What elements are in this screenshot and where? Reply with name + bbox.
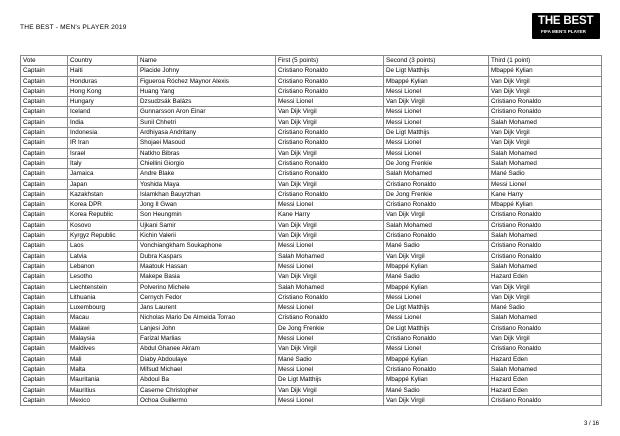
first-choice-cell: Messi Lionel bbox=[276, 364, 384, 374]
vote-cell: Captain bbox=[21, 138, 68, 148]
table-row bbox=[21, 272, 602, 282]
country-cell: Kosovo bbox=[68, 220, 138, 230]
table-row bbox=[21, 251, 602, 261]
first-choice-cell: Kane Harry bbox=[276, 210, 384, 220]
column-header-third-choice: Third (1 point) bbox=[489, 56, 602, 66]
name-cell: Figueroa Róchez Maynor Alexis bbox=[138, 76, 276, 86]
third-choice-cell: Salah Mohamed bbox=[489, 313, 602, 323]
country-cell: Italy bbox=[68, 158, 138, 168]
table-row bbox=[21, 375, 602, 385]
first-choice-cell: Salah Mohamed bbox=[276, 251, 384, 261]
column-header-first-choice: First (5 points) bbox=[276, 56, 384, 66]
column-header-country: Country bbox=[68, 56, 138, 66]
name-cell: Islamkhan Bauyrzhan bbox=[138, 189, 276, 199]
table-row bbox=[21, 107, 602, 117]
second-choice-cell: Cristiano Ronaldo bbox=[384, 334, 489, 344]
third-choice-cell: Salah Mohamed bbox=[489, 117, 602, 127]
table-row bbox=[21, 210, 602, 220]
vote-cell: Captain bbox=[21, 282, 68, 292]
third-choice-cell: Van Dijk Virgil bbox=[489, 128, 602, 138]
table-row bbox=[21, 158, 602, 168]
first-choice-cell: Van Dijk Virgil bbox=[276, 220, 384, 230]
country-cell: Hungary bbox=[68, 97, 138, 107]
vote-cell: Captain bbox=[21, 395, 68, 405]
country-cell: Liechtenstein bbox=[68, 282, 138, 292]
third-choice-cell: Van Dijk Virgil bbox=[489, 86, 602, 96]
first-choice-cell: Messi Lionel bbox=[276, 395, 384, 405]
first-choice-cell: Cristiano Ronaldo bbox=[276, 128, 384, 138]
second-choice-cell: De Jong Frenkie bbox=[384, 158, 489, 168]
second-choice-cell: Van Dijk Virgil bbox=[384, 395, 489, 405]
first-choice-cell: Messi Lionel bbox=[276, 241, 384, 251]
country-cell: India bbox=[68, 117, 138, 127]
country-cell: Korea Republic bbox=[68, 210, 138, 220]
country-cell: Kyrgyz Republic bbox=[68, 231, 138, 241]
name-cell: Kichin Valerii bbox=[138, 231, 276, 241]
country-cell: Luxembourg bbox=[68, 303, 138, 313]
header-row bbox=[21, 56, 602, 66]
first-choice-cell: Van Dijk Virgil bbox=[276, 231, 384, 241]
name-cell: Sunil Chhetri bbox=[138, 117, 276, 127]
vote-cell: Captain bbox=[21, 200, 68, 210]
name-cell: Jans Laurent bbox=[138, 303, 276, 313]
column-header-vote: Vote bbox=[21, 56, 68, 66]
first-choice-cell: Messi Lionel bbox=[276, 200, 384, 210]
column-header-second-choice: Second (3 points) bbox=[384, 56, 489, 66]
second-choice-cell: Cristiano Ronaldo bbox=[384, 179, 489, 189]
vote-cell: Captain bbox=[21, 375, 68, 385]
vote-cell: Captain bbox=[21, 189, 68, 199]
vote-cell: Captain bbox=[21, 385, 68, 395]
name-cell: Ardhiyasa Andritany bbox=[138, 128, 276, 138]
name-cell: Ochoa Guillermo bbox=[138, 395, 276, 405]
table-row bbox=[21, 179, 602, 189]
country-cell: Kazakhstan bbox=[68, 189, 138, 199]
the-best-logo bbox=[532, 13, 600, 39]
name-cell: Maatouk Hassan bbox=[138, 261, 276, 271]
name-cell: Jong Il Gwan bbox=[138, 200, 276, 210]
first-choice-cell: Salah Mohamed bbox=[276, 282, 384, 292]
second-choice-cell: Cristiano Ronaldo bbox=[384, 231, 489, 241]
name-cell: Ujkani Samir bbox=[138, 220, 276, 230]
name-cell: Polverino Michele bbox=[138, 282, 276, 292]
second-choice-cell: Van Dijk Virgil bbox=[384, 97, 489, 107]
first-choice-cell: Messi Lionel bbox=[276, 303, 384, 313]
name-cell: Caserne Christopher bbox=[138, 385, 276, 395]
third-choice-cell: Kane Harry bbox=[489, 189, 602, 199]
name-cell: Nicholas Mario De Almeida Torrao bbox=[138, 313, 276, 323]
first-choice-cell: Mané Sadio bbox=[276, 354, 384, 364]
name-cell: Abdul Ghanee Akram bbox=[138, 344, 276, 354]
country-cell: Lesotho bbox=[68, 272, 138, 282]
second-choice-cell: Salah Mohamed bbox=[384, 220, 489, 230]
country-cell: Mexico bbox=[68, 395, 138, 405]
first-choice-cell: Van Dijk Virgil bbox=[276, 117, 384, 127]
country-cell: Mauritania bbox=[68, 375, 138, 385]
second-choice-cell: Messi Lionel bbox=[384, 313, 489, 323]
vote-cell: Captain bbox=[21, 76, 68, 86]
logo-sub-text: FIFA MEN'S PLAYER bbox=[541, 29, 586, 34]
second-choice-cell: Cristiano Ronaldo bbox=[384, 364, 489, 374]
table-row bbox=[21, 354, 602, 364]
column-header-name: Name bbox=[138, 56, 276, 66]
second-choice-cell: Mbappé Kylian bbox=[384, 261, 489, 271]
table-row bbox=[21, 385, 602, 395]
name-cell: Shojaei Masoud bbox=[138, 138, 276, 148]
second-choice-cell: Messi Lionel bbox=[384, 86, 489, 96]
vote-cell: Captain bbox=[21, 251, 68, 261]
second-choice-cell: De Jong Frenkie bbox=[384, 189, 489, 199]
vote-cell: Captain bbox=[21, 117, 68, 127]
third-choice-cell: Cristiano Ronaldo bbox=[489, 344, 602, 354]
table-row bbox=[21, 220, 602, 230]
second-choice-cell: Mané Sadio bbox=[384, 385, 489, 395]
table-row bbox=[21, 241, 602, 251]
third-choice-cell: Mané Sadio bbox=[489, 169, 602, 179]
country-cell: Mauritius bbox=[68, 385, 138, 395]
table-row bbox=[21, 261, 602, 271]
first-choice-cell: Van Dijk Virgil bbox=[276, 272, 384, 282]
country-cell: Hong Kong bbox=[68, 86, 138, 96]
second-choice-cell: De Ligt Matthijs bbox=[384, 303, 489, 313]
vote-cell: Captain bbox=[21, 334, 68, 344]
name-cell: Yoshida Maya bbox=[138, 179, 276, 189]
third-choice-cell: Salah Mohamed bbox=[489, 261, 602, 271]
table-row bbox=[21, 117, 602, 127]
table-row bbox=[21, 292, 602, 302]
vote-cell: Captain bbox=[21, 323, 68, 333]
table-row bbox=[21, 148, 602, 158]
table-row bbox=[21, 86, 602, 96]
third-choice-cell: Cristiano Ronaldo bbox=[489, 241, 602, 251]
third-choice-cell: Mbappé Kylian bbox=[489, 200, 602, 210]
third-choice-cell: Van Dijk Virgil bbox=[489, 282, 602, 292]
document-title: THE BEST - MEN's PLAYER 2019 bbox=[20, 24, 127, 31]
third-choice-cell: Cristiano Ronaldo bbox=[489, 107, 602, 117]
table-row bbox=[21, 189, 602, 199]
third-choice-cell: Salah Mohamed bbox=[489, 148, 602, 158]
first-choice-cell: Messi Lionel bbox=[276, 334, 384, 344]
table-row bbox=[21, 313, 602, 323]
second-choice-cell: Messi Lionel bbox=[384, 292, 489, 302]
vote-cell: Captain bbox=[21, 179, 68, 189]
third-choice-cell: Van Dijk Virgil bbox=[489, 76, 602, 86]
table-row bbox=[21, 200, 602, 210]
vote-cell: Captain bbox=[21, 169, 68, 179]
first-choice-cell: Cristiano Ronaldo bbox=[276, 138, 384, 148]
vote-cell: Captain bbox=[21, 128, 68, 138]
first-choice-cell: Cristiano Ronaldo bbox=[276, 292, 384, 302]
third-choice-cell: Salah Mohamed bbox=[489, 364, 602, 374]
name-cell: Farizal Marlias bbox=[138, 334, 276, 344]
country-cell: Indonesia bbox=[68, 128, 138, 138]
table-row bbox=[21, 334, 602, 344]
vote-cell: Captain bbox=[21, 354, 68, 364]
table-row bbox=[21, 97, 602, 107]
first-choice-cell: Cristiano Ronaldo bbox=[276, 158, 384, 168]
table-row bbox=[21, 344, 602, 354]
third-choice-cell: Hazard Eden bbox=[489, 354, 602, 364]
third-choice-cell: Cristiano Ronaldo bbox=[489, 251, 602, 261]
second-choice-cell: Van Dijk Virgil bbox=[384, 210, 489, 220]
first-choice-cell: Cristiano Ronaldo bbox=[276, 66, 384, 76]
table-row bbox=[21, 323, 602, 333]
vote-cell: Captain bbox=[21, 241, 68, 251]
third-choice-cell: Cristiano Ronaldo bbox=[489, 323, 602, 333]
first-choice-cell: Cristiano Ronaldo bbox=[276, 76, 384, 86]
third-choice-cell: Mané Sadio bbox=[489, 303, 602, 313]
country-cell: Japan bbox=[68, 179, 138, 189]
table-row bbox=[21, 364, 602, 374]
country-cell: Mali bbox=[68, 354, 138, 364]
country-cell: Honduras bbox=[68, 76, 138, 86]
second-choice-cell: Mané Sadio bbox=[384, 272, 489, 282]
name-cell: Mifsud Michael bbox=[138, 364, 276, 374]
table-row bbox=[21, 303, 602, 313]
country-cell: Malaysia bbox=[68, 334, 138, 344]
country-cell: Malta bbox=[68, 364, 138, 374]
country-cell: Macau bbox=[68, 313, 138, 323]
logo-main-text: THE BEST bbox=[538, 15, 594, 27]
country-cell: Maldives bbox=[68, 344, 138, 354]
name-cell: Vonchiangkham Soukaphone bbox=[138, 241, 276, 251]
vote-cell: Captain bbox=[21, 158, 68, 168]
table-row bbox=[21, 231, 602, 241]
name-cell: Son Heungmin bbox=[138, 210, 276, 220]
name-cell: Huang Yang bbox=[138, 86, 276, 96]
name-cell: Dubra Kaspars bbox=[138, 251, 276, 261]
third-choice-cell: Hazard Eden bbox=[489, 375, 602, 385]
votes-table bbox=[20, 55, 602, 406]
second-choice-cell: Mané Sadio bbox=[384, 241, 489, 251]
country-cell: Korea DPR bbox=[68, 200, 138, 210]
second-choice-cell: Messi Lionel bbox=[384, 148, 489, 158]
second-choice-cell: Salah Mohamed bbox=[384, 169, 489, 179]
vote-cell: Captain bbox=[21, 107, 68, 117]
table-row bbox=[21, 169, 602, 179]
third-choice-cell: Van Dijk Virgil bbox=[489, 138, 602, 148]
first-choice-cell: Van Dijk Virgil bbox=[276, 107, 384, 117]
country-cell: Laos bbox=[68, 241, 138, 251]
third-choice-cell: Hazard Eden bbox=[489, 272, 602, 282]
name-cell: Lanjesi John bbox=[138, 323, 276, 333]
second-choice-cell: Messi Lionel bbox=[384, 117, 489, 127]
vote-cell: Captain bbox=[21, 97, 68, 107]
second-choice-cell: Mbappé Kylian bbox=[384, 76, 489, 86]
second-choice-cell: De Ligt Matthijs bbox=[384, 66, 489, 76]
third-choice-cell: Van Dijk Virgil bbox=[489, 334, 602, 344]
vote-cell: Captain bbox=[21, 231, 68, 241]
third-choice-cell: Cristiano Ronaldo bbox=[489, 395, 602, 405]
first-choice-cell: Van Dijk Virgil bbox=[276, 344, 384, 354]
third-choice-cell: Salah Mohamed bbox=[489, 231, 602, 241]
table-body bbox=[21, 66, 602, 406]
first-choice-cell: Messi Lionel bbox=[276, 97, 384, 107]
first-choice-cell: Cristiano Ronaldo bbox=[276, 313, 384, 323]
vote-cell: Captain bbox=[21, 261, 68, 271]
country-cell: Lebanon bbox=[68, 261, 138, 271]
table-row bbox=[21, 138, 602, 148]
name-cell: Natkho Bibras bbox=[138, 148, 276, 158]
page-number: 3 / 16 bbox=[584, 421, 600, 427]
first-choice-cell: Cristiano Ronaldo bbox=[276, 86, 384, 96]
second-choice-cell: Van Dijk Virgil bbox=[384, 251, 489, 261]
name-cell: Gunnarsson Aron Einar bbox=[138, 107, 276, 117]
vote-cell: Captain bbox=[21, 313, 68, 323]
country-cell: Malawi bbox=[68, 323, 138, 333]
second-choice-cell: Mbappé Kylian bbox=[384, 354, 489, 364]
first-choice-cell: Cristiano Ronaldo bbox=[276, 169, 384, 179]
second-choice-cell: De Ligt Matthijs bbox=[384, 128, 489, 138]
third-choice-cell: Mbappé Kylian bbox=[489, 66, 602, 76]
table-row bbox=[21, 128, 602, 138]
name-cell: Chiellini Giorgio bbox=[138, 158, 276, 168]
second-choice-cell: Mbappé Kylian bbox=[384, 375, 489, 385]
vote-cell: Captain bbox=[21, 303, 68, 313]
second-choice-cell: Mbappé Kylian bbox=[384, 282, 489, 292]
third-choice-cell: Salah Mohamed bbox=[489, 158, 602, 168]
country-cell: Lithuania bbox=[68, 292, 138, 302]
vote-cell: Captain bbox=[21, 210, 68, 220]
first-choice-cell: Messi Lionel bbox=[276, 261, 384, 271]
second-choice-cell: Messi Lionel bbox=[384, 138, 489, 148]
vote-cell: Captain bbox=[21, 148, 68, 158]
vote-cell: Captain bbox=[21, 364, 68, 374]
name-cell: Dzsudzsák Balázs bbox=[138, 97, 276, 107]
second-choice-cell: Cristiano Ronaldo bbox=[384, 200, 489, 210]
table-row bbox=[21, 66, 602, 76]
first-choice-cell: Van Dijk Virgil bbox=[276, 385, 384, 395]
table-header bbox=[21, 56, 602, 66]
first-choice-cell: De Ligt Matthijs bbox=[276, 375, 384, 385]
third-choice-cell: Cristiano Ronaldo bbox=[489, 97, 602, 107]
country-cell: Jamaica bbox=[68, 169, 138, 179]
name-cell: Makepe Basia bbox=[138, 272, 276, 282]
country-cell: IR Iran bbox=[68, 138, 138, 148]
vote-cell: Captain bbox=[21, 220, 68, 230]
third-choice-cell: Hazard Eden bbox=[489, 385, 602, 395]
vote-cell: Captain bbox=[21, 292, 68, 302]
table-row bbox=[21, 395, 602, 405]
name-cell: Andre Blake bbox=[138, 169, 276, 179]
first-choice-cell: Van Dijk Virgil bbox=[276, 148, 384, 158]
table-row bbox=[21, 76, 602, 86]
name-cell: Abdoul Ba bbox=[138, 375, 276, 385]
country-cell: Iceland bbox=[68, 107, 138, 117]
country-cell: Israel bbox=[68, 148, 138, 158]
third-choice-cell: Cristiano Ronaldo bbox=[489, 210, 602, 220]
country-cell: Latvia bbox=[68, 251, 138, 261]
vote-cell: Captain bbox=[21, 86, 68, 96]
vote-cell: Captain bbox=[21, 272, 68, 282]
second-choice-cell: Messi Lionel bbox=[384, 344, 489, 354]
second-choice-cell: Messi Lionel bbox=[384, 107, 489, 117]
vote-cell: Captain bbox=[21, 66, 68, 76]
third-choice-cell: Van Dijk Virgil bbox=[489, 292, 602, 302]
vote-cell: Captain bbox=[21, 344, 68, 354]
third-choice-cell: Messi Lionel bbox=[489, 179, 602, 189]
name-cell: Diaby Abdoulaye bbox=[138, 354, 276, 364]
table-row bbox=[21, 282, 602, 292]
name-cell: Cernych Fedor bbox=[138, 292, 276, 302]
second-choice-cell: De Ligt Matthijs bbox=[384, 323, 489, 333]
first-choice-cell: Van Dijk Virgil bbox=[276, 179, 384, 189]
first-choice-cell: De Jong Frenkie bbox=[276, 323, 384, 333]
first-choice-cell: Cristiano Ronaldo bbox=[276, 189, 384, 199]
country-cell: Haiti bbox=[68, 66, 138, 76]
third-choice-cell: Cristiano Ronaldo bbox=[489, 220, 602, 230]
name-cell: Placide Johny bbox=[138, 66, 276, 76]
